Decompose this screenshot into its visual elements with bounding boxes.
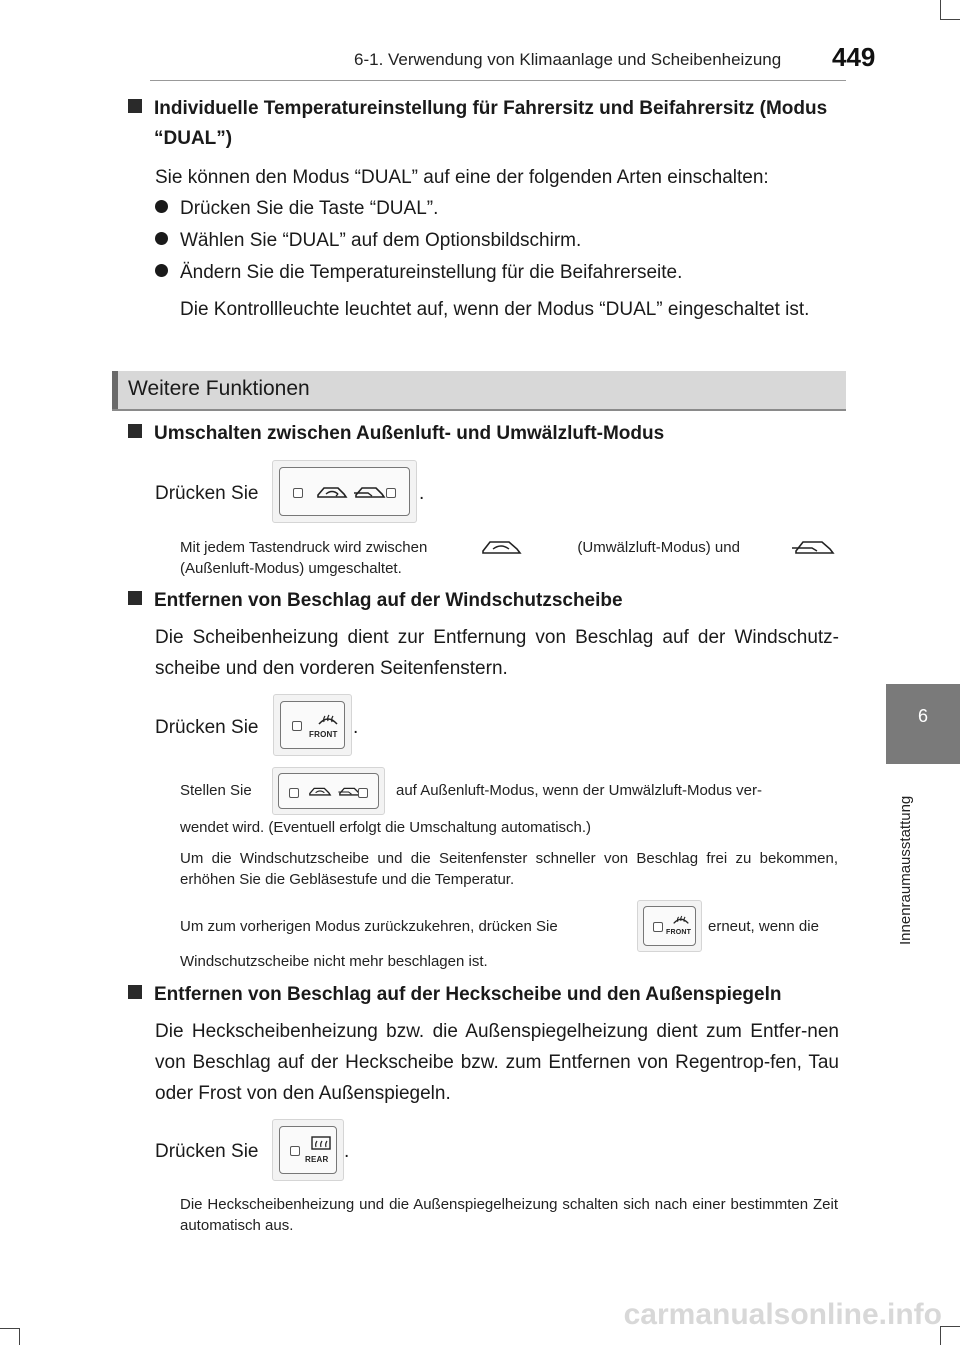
indicator-led — [290, 1146, 300, 1156]
heading-square-icon — [128, 985, 142, 999]
indicator-led — [386, 488, 396, 498]
rear-defog-button[interactable] — [272, 1119, 344, 1181]
dual-heading: Individuelle Temperatureinstellung für Fahrersitz und Beifahrersitz (Modus “DUAL”) — [128, 94, 848, 154]
dual-bullet-2: Wählen Sie “DUAL” auf dem Optionsbildschirm. — [155, 226, 581, 256]
chapter-side-label — [860, 770, 954, 970]
recirculation-icon — [316, 482, 348, 504]
recirc-note: Mit jedem Tastendruck wird zwischen (Umwälzluft-Modus) und (Außenluft-Modus) umgeschaltet. — [180, 536, 838, 579]
indicator-led — [293, 488, 303, 498]
heading-square-icon — [128, 99, 142, 113]
rear-defog-press-text: Drücken Sie — [155, 1141, 259, 1162]
outside-air-icon — [792, 536, 838, 558]
front-defog-note1-c: wendet wird. (Eventuell erfolgt die Umschaltung automatisch.) — [180, 819, 592, 836]
chapter-tab-number: 6 — [917, 706, 928, 726]
windshield-defrost-icon — [671, 912, 691, 925]
front-defog-button-small[interactable] — [637, 900, 702, 952]
front-defog-note3-c: Windschutzscheibe nicht mehr beschlagen ist. — [180, 953, 488, 970]
chapter-side-label-text: Innenraumausstattung — [897, 795, 914, 945]
recirculation-icon — [307, 784, 333, 800]
windshield-defrost-icon — [316, 710, 340, 726]
chapter-title: 6-1. Verwendung von Klimaanlage und Scheibenheizung — [354, 50, 782, 69]
front-defog-note3-a: Um zum vorherigen Modus zurückzukehren, drücken Sie — [180, 918, 558, 935]
front-defog-button[interactable] — [273, 694, 352, 756]
chapter-tab — [886, 684, 960, 764]
section-bar — [112, 371, 846, 411]
front-button-label: FRONT — [666, 929, 692, 936]
crop-mark — [941, 19, 960, 20]
recirc-button-small[interactable] — [272, 767, 385, 815]
recirc-heading: Umschalten zwischen Außenluft- und Umwälzluft-Modus — [128, 419, 664, 449]
bullet-dot-icon — [155, 264, 168, 277]
front-defog-body: Die Scheibenheizung dient zur Entfernung von Beschlag auf der Windschutz-scheibe und den vorderen Seitenfenstern. — [155, 627, 839, 679]
header-rule — [150, 80, 846, 81]
front-defog-note1-b: auf Außenluft-Modus, wenn der Umwälzluft-Modus ver- — [396, 782, 762, 799]
front-defog-note3-b: erneut, wenn die — [708, 918, 819, 935]
dual-intro: Sie können den Modus “DUAL” auf eine der folgenden Arten einschalten: — [155, 167, 769, 188]
indicator-led — [653, 922, 663, 932]
rear-button-label: REAR — [305, 1155, 329, 1164]
front-defog-press-text: Drücken Sie — [155, 717, 259, 738]
recirc-press-text: Drücken Sie — [155, 483, 259, 504]
rear-defog-heading: Entfernen von Beschlag auf der Heckscheibe und den Außenspiegeln — [128, 980, 781, 1010]
crop-mark — [940, 0, 941, 20]
watermark: carmanualsonline.info — [623, 1298, 942, 1331]
rear-defog-body: Die Heckscheibenheizung bzw. die Außenspiegelheizung dient zum Entfer-nen von Beschlag auf der Heckscheibe bzw. zum Entfernen von Regentrop-fen, Tau oder Frost von den Außenspiegeln. — [155, 1021, 839, 1104]
front-defog-heading: Entfernen von Beschlag auf der Windschutzscheibe — [128, 586, 623, 616]
crop-mark — [19, 1328, 20, 1345]
rear-defog-note: Die Heckscheibenheizung und die Außenspiegelheizung schalten sich nach einer bestimmten Zeit automatisch aus. — [180, 1196, 838, 1234]
indicator-led — [292, 721, 302, 731]
front-defog-note2: Um die Windschutzscheibe und die Seitenfenster schneller von Beschlag frei zu bekommen, erhöhen Sie die Gebläsestufe und die Temperatur. — [180, 850, 838, 888]
front-defog-note1-a: Stellen Sie — [180, 782, 252, 799]
heading-square-icon — [128, 424, 142, 438]
rear-window-defrost-icon — [310, 1135, 332, 1151]
indicator-led — [289, 788, 299, 798]
dual-bullet-1: Drücken Sie die Taste “DUAL”. — [155, 194, 438, 224]
dual-note: Die Kontrollleuchte leuchtet auf, wenn der Modus “DUAL” eingeschaltet ist. — [180, 299, 810, 320]
bullet-dot-icon — [155, 232, 168, 245]
dual-bullet-3: Ändern Sie die Temperatureinstellung für die Beifahrerseite. — [155, 258, 682, 288]
crop-mark — [0, 1328, 20, 1329]
page-number: 449 — [832, 42, 876, 72]
section-title: Weitere Funktionen — [128, 377, 310, 400]
section-bar-accent — [112, 371, 118, 409]
crop-mark — [941, 1326, 960, 1327]
outside-air-icon — [354, 482, 386, 504]
recirc-button[interactable] — [272, 460, 417, 523]
front-button-label: FRONT — [309, 730, 338, 739]
bullet-dot-icon — [155, 200, 168, 213]
heading-square-icon — [128, 591, 142, 605]
indicator-led — [358, 788, 368, 798]
recirculation-icon — [479, 536, 525, 558]
